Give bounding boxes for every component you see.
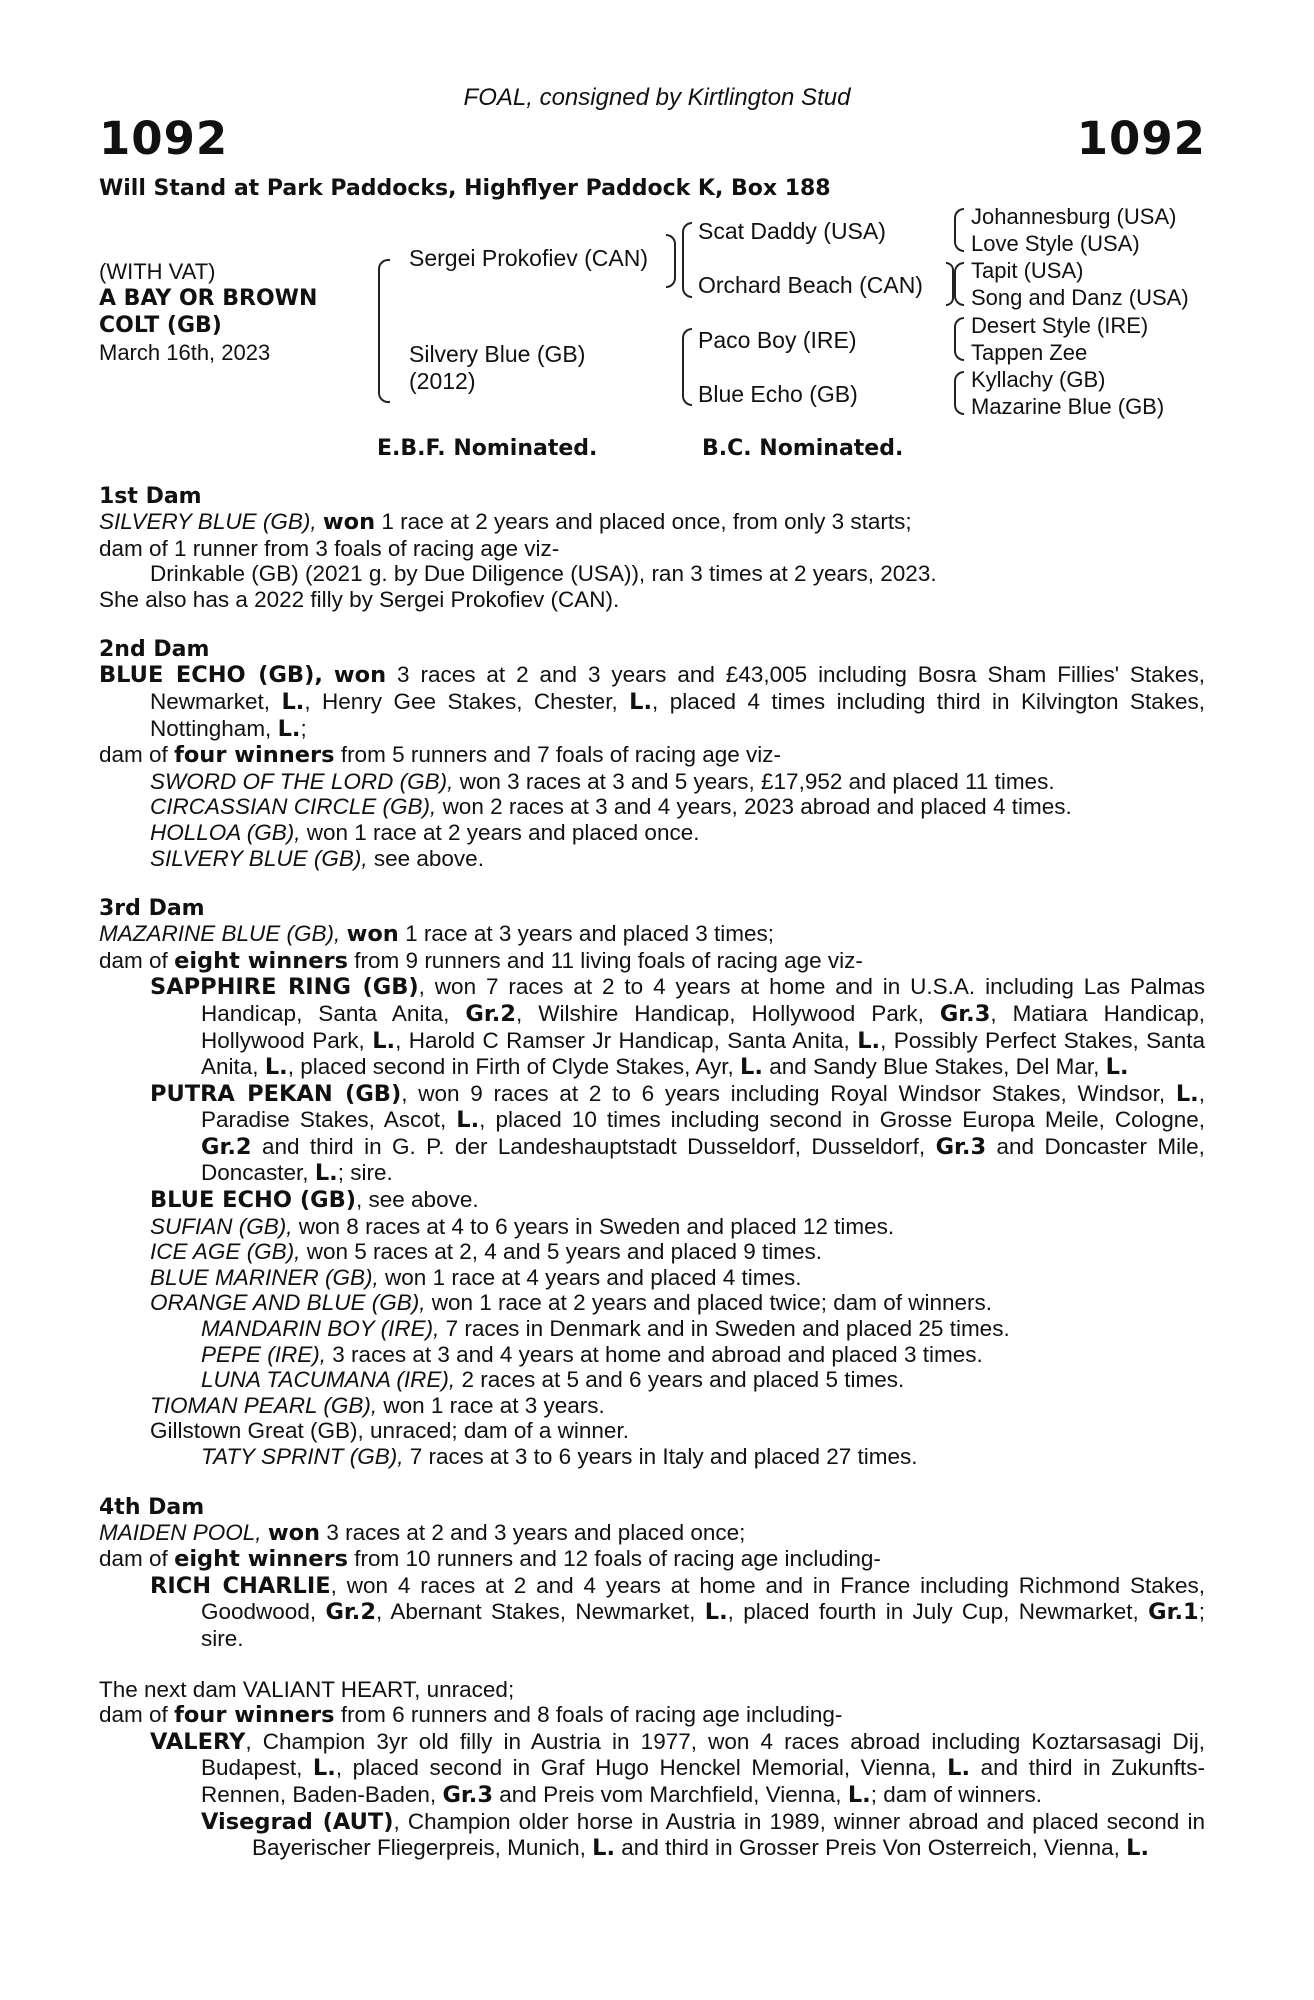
granddaughter-foal: PEPE (IRE), 3 races at 3 and 4 years at home and abroad and placed 3 times. xyxy=(201,1341,983,1367)
first-dam-heading: 1st Dam xyxy=(99,484,202,509)
granddaughter-foal: LUNA TACUMANA (IRE), 2 races at 5 and 6 years and placed 5 times. xyxy=(201,1367,905,1393)
fourth-dam-heading: 4th Dam xyxy=(99,1494,205,1520)
pedigree-sire: Sergei Prokofiev (CAN) xyxy=(409,245,649,271)
fifth-dam-record: The next dam VALIANT HEART, unraced; xyxy=(99,1676,515,1702)
third-dam-foal: BLUE MARINER (GB), won 1 race at 4 years and placed 4 times. xyxy=(150,1264,802,1290)
fifth-dam-section xyxy=(99,1677,1205,1862)
fifth-dam-produce-summary: dam of four winners from 6 runners and 8 foals of racing age including- xyxy=(99,1702,843,1729)
pedigree-g1: Johannesburg (USA) xyxy=(971,204,1177,229)
first-dam-record: SILVERY BLUE (GB), won 1 race at 2 years and placed once, from only 3 starts; xyxy=(99,509,912,535)
second-dam-record: BLUE ECHO (GB), won 3 races at 2 and 3 years and £43,005 including Bosra Sham Fillies' Stakes, Newmarket, L., Henry Gee Stakes, Chester, L., placed 4 times including third in Kilvington Stakes, Nottingham, L.; xyxy=(99,662,1205,742)
second-dam-produce-summary: dam of four winners from 5 runners and 7 foals of racing age viz- xyxy=(99,742,782,769)
pedigree-sire-sire: Scat Daddy (USA) xyxy=(698,218,886,244)
horse-description-line2: COLT (GB) xyxy=(99,313,222,338)
first-dam-section xyxy=(99,484,1205,612)
fifth-dam-foal-valery: VALERY, Champion 3yr old filly in Austria in 1977, won 4 races abroad including Koztarsasagi Dij, Budapest, L., placed second in Graf Hugo Henckel Memorial, Vienna, L. and third in Zukunfts-Rennen, Baden-Baden, Gr.3 and Preis vom Marchfield, Vienna, L.; dam of winners. xyxy=(150,1728,1205,1808)
third-dam-foal-sapphire-ring: SAPPHIRE RING (GB), won 7 races at 2 to 4 years at home and in U.S.A. including Las Palmas Handicap, Santa Anita, Gr.2, Wilshire Handicap, Hollywood Park, Gr.3, Matiara Handicap, Hollywood Park, L., Harold C Ramser Jr Handicap, Santa Anita, L., Possibly Perfect Stakes, Santa Anita, L., placed second in Firth of Clyde Stakes, Ayr, L. and Sandy Blue Stakes, Del Mar, L. xyxy=(150,974,1206,1081)
pedigree-bracket-dam xyxy=(682,328,692,406)
third-dam-heading: 3rd Dam xyxy=(99,896,205,922)
pedigree-g2: Love Style (USA) xyxy=(971,231,1140,256)
pedigree-sire-dam: Orchard Beach (CAN) xyxy=(698,272,923,298)
third-dam-foal-putra-pekan: PUTRA PEKAN (GB), won 9 races at 2 to 6 years including Royal Windsor Stakes, Windsor, L., Paradise Stakes, Ascot, L., placed 10 times including second in Grosse Europa Meile, Cologne, Gr.2 and third in G. P. der Landeshauptstadt Dusseldorf, Dusseldorf, Gr.3 and Doncaster Mile, Doncaster, L.; sire. xyxy=(150,1080,1205,1187)
third-dam-foal: Gillstown Great (GB), unraced; dam of a winner. xyxy=(150,1418,629,1444)
pedigree-bracket-g78 xyxy=(954,371,964,415)
second-dam-section xyxy=(99,637,1205,871)
pedigree-g5: Desert Style (IRE) xyxy=(971,313,1149,338)
stabling-location: Will Stand at Park Paddocks, Highflyer Paddock K, Box 188 xyxy=(99,176,831,201)
pedigree-dam-sire: Paco Boy (IRE) xyxy=(698,327,857,353)
pedigree-bracket-g34 xyxy=(954,262,964,306)
second-dam-foal: SILVERY BLUE (GB), see above. xyxy=(150,845,484,871)
third-dam-record: MAZARINE BLUE (GB), won 1 race at 3 years and placed 3 times; xyxy=(99,921,775,948)
second-dam-heading: 2nd Dam xyxy=(99,637,210,663)
pedigree-bracket-g56 xyxy=(954,317,964,361)
third-dam-foal: ICE AGE (GB), won 5 races at 2, 4 and 5 years and placed 9 times. xyxy=(150,1239,823,1265)
pedigree-g8: Mazarine Blue (GB) xyxy=(971,394,1165,419)
produce-record xyxy=(99,484,1205,1887)
date-of-birth: March 16th, 2023 xyxy=(99,340,271,365)
pedigree-bracket-sire xyxy=(682,222,692,298)
pedigree-bracket-sire-right xyxy=(666,234,676,288)
catalogue-subtitle: FOAL, consigned by Kirtlington Stud xyxy=(463,84,851,111)
third-dam-produce-summary: dam of eight winners from 9 runners and 11 living foals of racing age viz- xyxy=(99,947,863,974)
first-dam-produce-summary: dam of 1 runner from 3 foals of racing age viz- xyxy=(99,535,560,561)
pedigree-bracket-orchard-right xyxy=(946,262,954,306)
granddaughter-foal: TATY SPRINT (GB), 7 races at 3 to 6 years in Italy and placed 27 times. xyxy=(201,1444,918,1469)
third-dam-foal: ORANGE AND BLUE (GB), won 1 race at 2 years and placed twice; dam of winners. xyxy=(150,1290,993,1316)
pedigree-g3: Tapit (USA) xyxy=(971,258,1084,283)
ebf-nomination: E.B.F. Nominated. xyxy=(377,436,598,461)
third-dam-foal: BLUE ECHO (GB), see above. xyxy=(150,1187,479,1214)
fourth-dam-produce-summary: dam of eight winners from 10 runners and 12 foals of racing age including- xyxy=(99,1546,881,1573)
bc-nomination: B.C. Nominated. xyxy=(702,436,904,461)
pedigree-dam-year: (2012) xyxy=(409,368,476,394)
granddaughter-foal: MANDARIN BOY (IRE), 7 races in Denmark and in Sweden and placed 25 times. xyxy=(201,1316,1010,1342)
second-dam-foal: HOLLOA (GB), won 1 race at 2 years and placed once. xyxy=(150,819,700,845)
first-dam-note: She also has a 2022 filly by Sergei Prokofiev (CAN). xyxy=(99,586,620,612)
pedigree-dam: Silvery Blue (GB) xyxy=(409,341,586,367)
first-dam-foal-drinkable: Drinkable (GB) (2021 g. by Due Diligence (USA)), ran 3 times at 2 years, 2023. xyxy=(150,561,937,587)
third-dam-foal: TIOMAN PEARL (GB), won 1 race at 3 years. xyxy=(150,1392,605,1418)
pedigree-g6: Tappen Zee xyxy=(971,340,1088,365)
pedigree-g4: Song and Danz (USA) xyxy=(971,285,1189,310)
pedigree-bracket-g12 xyxy=(954,208,964,252)
fourth-dam-record: MAIDEN POOL, won 3 races at 2 and 3 years and placed once; xyxy=(99,1519,746,1546)
lot-number-left: 1092 xyxy=(99,112,229,165)
fifth-dam-granddaughter-visegrad: Visegrad (AUT), Champion older horse in Austria in 1989, winner abroad and placed second in Bayerischer Fliegerpreis, Munich, L. and third in Grosser Preis Von Osterreich, Vienna, L. xyxy=(201,1808,1205,1862)
lot-number-right: 1092 xyxy=(1076,112,1206,165)
second-dam-foal: CIRCASSIAN CIRCLE (GB), won 2 races at 3 and 4 years, 2023 abroad and placed 4 times. xyxy=(150,794,1072,820)
third-dam-section xyxy=(99,896,1205,1469)
third-dam-foal: SUFIAN (GB), won 8 races at 4 to 6 years in Sweden and placed 12 times. xyxy=(150,1213,895,1239)
second-dam-foal: SWORD OF THE LORD (GB), won 3 races at 3 and 5 years, £17,952 and placed 11 times. xyxy=(150,768,1055,794)
pedigree-dam-dam: Blue Echo (GB) xyxy=(698,381,858,407)
pedigree-bracket-main xyxy=(378,259,390,403)
horse-description-line1: A BAY OR BROWN xyxy=(99,286,318,311)
pedigree-g7: Kyllachy (GB) xyxy=(971,367,1106,392)
fourth-dam-section xyxy=(99,1495,1205,1652)
vat-label: (WITH VAT) xyxy=(99,259,216,284)
fourth-dam-foal-rich-charlie: RICH CHARLIE, won 4 races at 2 and 4 years at home and in France including Richmond Stakes, Goodwood, Gr.2, Abernant Stakes, Newmarket, L., placed fourth in July Cup, Newmarket, Gr.1; sire. xyxy=(150,1572,1205,1651)
